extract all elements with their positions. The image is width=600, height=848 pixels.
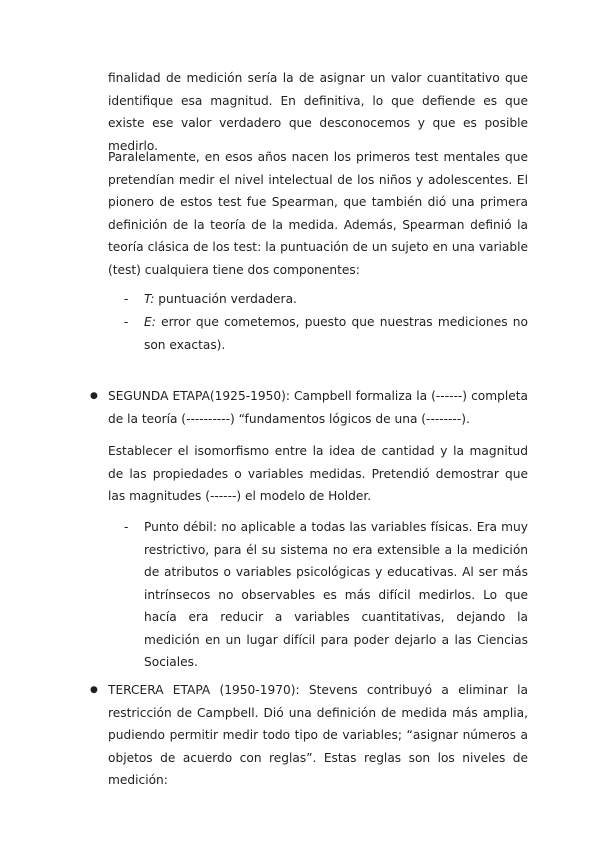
dash-marker: - [124, 520, 129, 534]
segunda-weak-point: Punto débil: no aplicable a todas las variables físicas. Era muy restrictivo, para él su sistema no era extensible a la medición de atributos o variables psicológicas y educativas. Al ser más intrínsecos no observables es más difícil medirlos. Lo que hacía era reducir a variables cuantitativas, dejando la medición en un lugar difícil para poder dejarlo a las Ciencias Sociales. [144, 520, 528, 669]
segunda-etapa-body: Establecer el isomorfismo entre la idea de cantidad y la magnitud de las propiedades o variables medidas. Pretendió demostrar que las magnitudes (------) el modelo de Holder. [108, 444, 528, 503]
component-text: puntuación verdadera. [154, 292, 297, 306]
component-error [144, 311, 528, 356]
symbol-e: E: [144, 315, 156, 329]
paragraph-spearman: Paralelamente, en esos años nacen los primeros test mentales que pretendían medir el nivel intelectual de los niños y adolescentes. El pionero de estos test fue Spearman, que también dió una primera definición de la teoría de la medida. Además, Spearman definió la teoría clásica de los test: la puntuación de un sujeto en una variable (test) cualquiera tiene dos componentes: [108, 150, 528, 277]
paragraph-measurement-purpose: finalidad de medición sería la de asignar un valor cuantitativo que identifique esa magnitud. En definitiva, lo que defiende es que existe ese valor verdadero que desconocemos y que es posible medirlo. [108, 71, 528, 153]
dash-marker: - [124, 315, 129, 329]
component-true-score [144, 288, 528, 311]
dash-marker: - [124, 292, 129, 306]
symbol-t: T: [144, 292, 155, 306]
bullet-marker: ● [90, 391, 98, 401]
tercera-etapa-heading: TERCERA ETAPA (1950-1970): Stevens contribuyó a eliminar la restricción de Campbell. Dió una definición de medida más amplia, pudiendo permitir medir todo tipo de variables; “asignar números a objetos de acuerdo con reglas”. Estas reglas son los niveles de medición: [108, 683, 528, 787]
component-text: error que cometemos, puesto que nuestras mediciones no son exactas). [144, 315, 528, 352]
bullet-marker: ● [90, 685, 98, 695]
segunda-etapa-heading: SEGUNDA ETAPA(1925-1950): Campbell formaliza la (------) completa de la teoría (----------) “fundamentos lógicos de una (--------). [108, 389, 528, 426]
